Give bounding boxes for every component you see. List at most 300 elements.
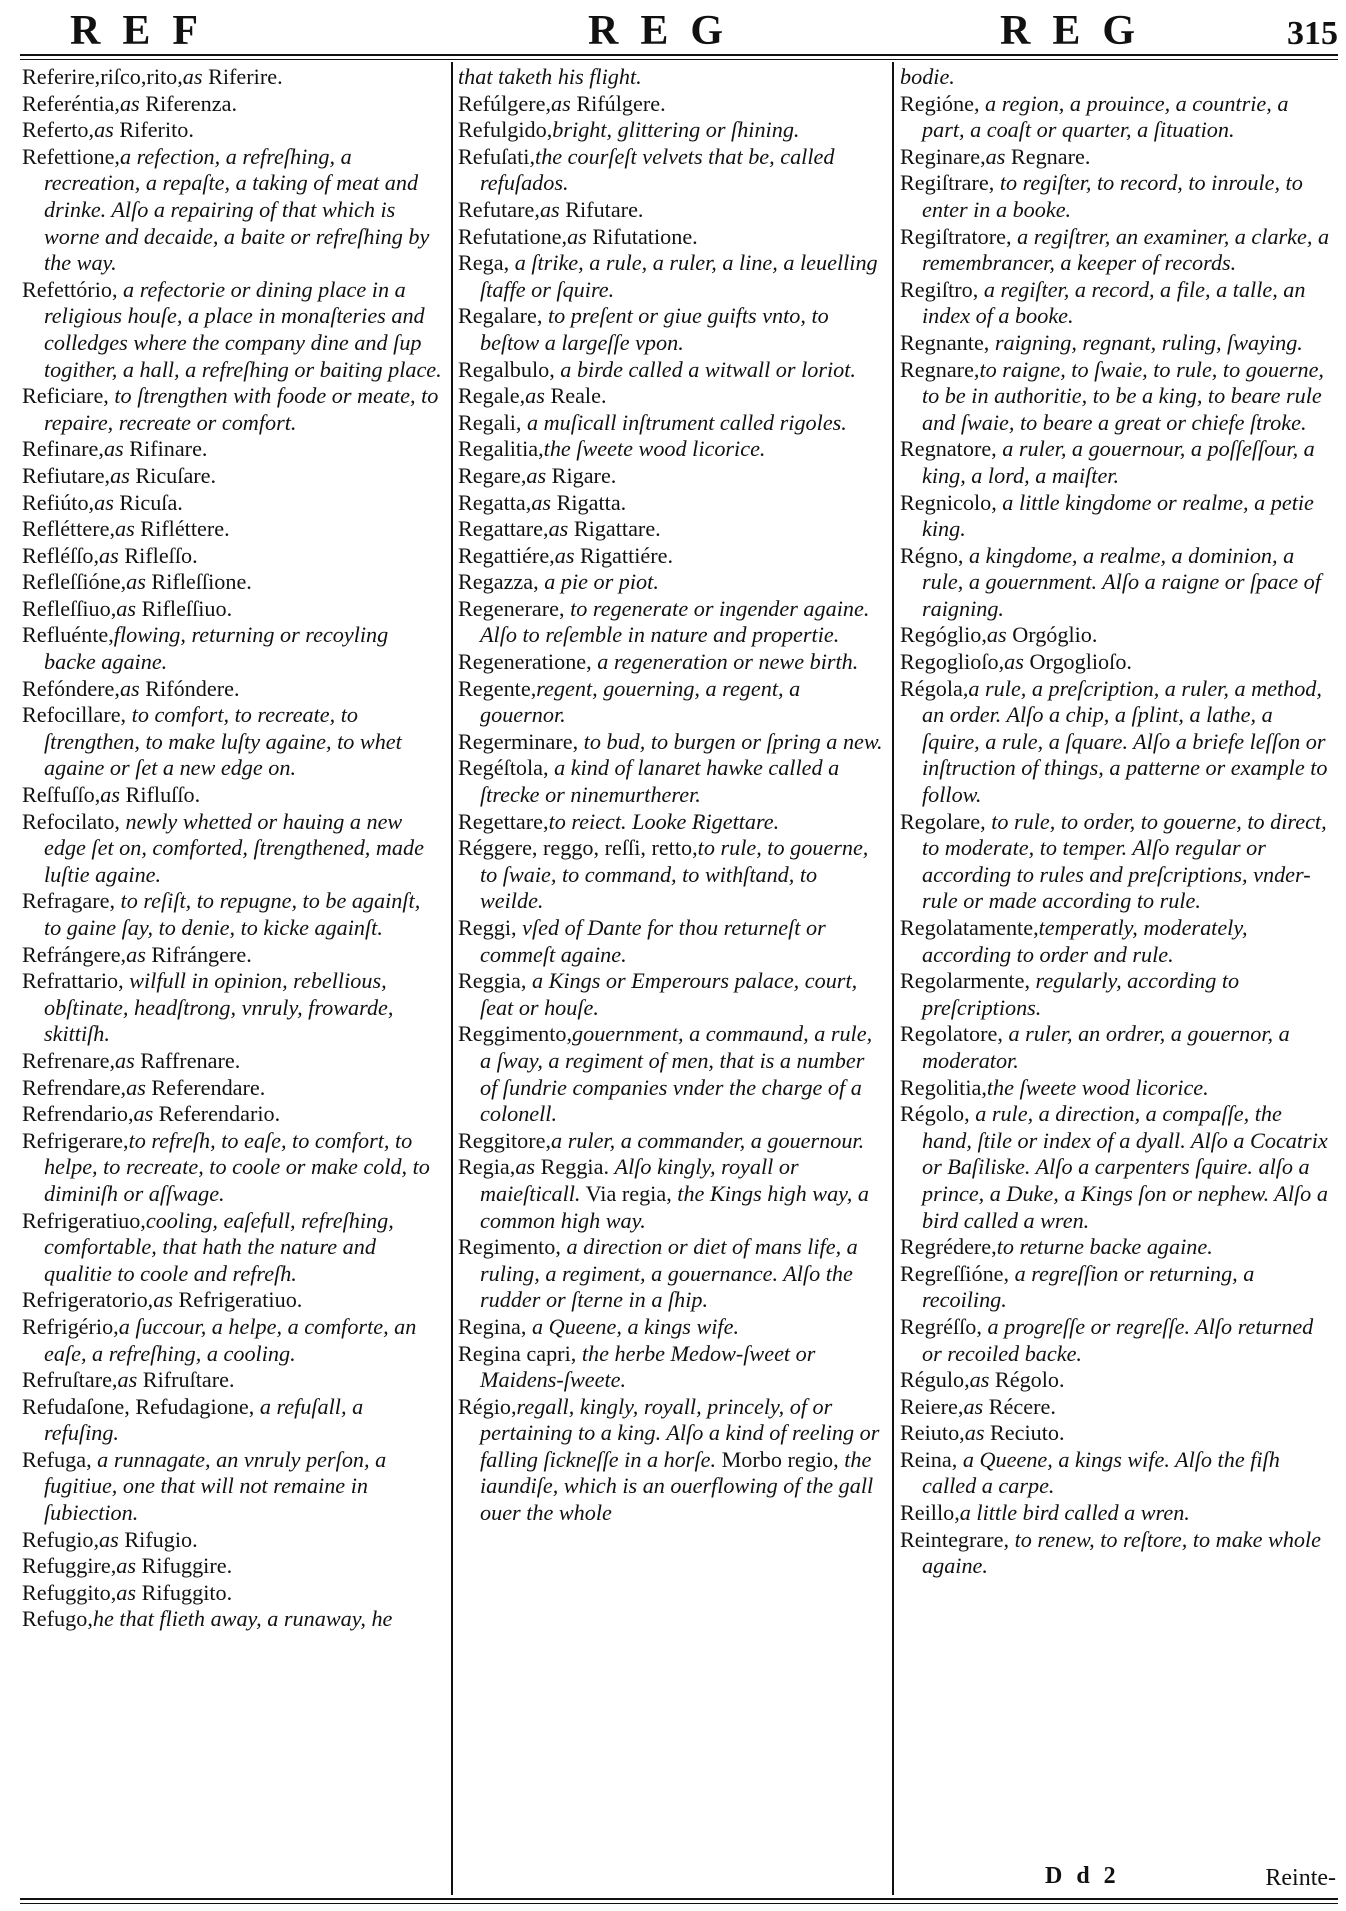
entry-headword: Regolatore, bbox=[900, 1021, 1003, 1047]
entry-definition: as bbox=[94, 489, 114, 515]
entry-headword: Refrenare, bbox=[22, 1047, 115, 1073]
dictionary-entry bbox=[22, 516, 442, 543]
entry-cross-reference: Raffrenare. bbox=[134, 1047, 241, 1073]
entry-headword: Regenerare, bbox=[458, 595, 565, 621]
entry-definition: the courſeſt velvets that be, called refuſados. bbox=[480, 143, 835, 196]
entry-headword: Reggitore, bbox=[458, 1127, 552, 1153]
entry-definition: to refreſh, to eaſe, to comfort, to helpe, to recreate, to coole or make cold, to diminiſh or aſſwage. bbox=[44, 1127, 430, 1206]
entry-definition: a ruler, a gouernour, a poſſeſſour, a king, a lord, a maiſter. bbox=[922, 436, 1315, 488]
dictionary-entry bbox=[458, 596, 884, 649]
dictionary-entry bbox=[900, 330, 1330, 357]
dictionary-entry bbox=[22, 1580, 442, 1607]
running-head-right: REG bbox=[1000, 8, 1158, 54]
entry-definition: as bbox=[548, 516, 569, 542]
entry-headword: Régulo, bbox=[900, 1367, 970, 1393]
entry-headword: Refléttere, bbox=[22, 516, 116, 542]
dictionary-entry bbox=[22, 702, 442, 782]
catchword: Reinte- bbox=[1265, 1865, 1336, 1891]
entry-definition: as bbox=[1004, 649, 1024, 675]
dictionary-entry bbox=[22, 277, 442, 383]
entry-headword: Reſfuſſo, bbox=[22, 782, 101, 808]
entry-headword: Regente, bbox=[458, 675, 537, 701]
dictionary-entry bbox=[900, 1075, 1330, 1102]
dictionary-entry bbox=[900, 1500, 1330, 1527]
entry-definition: a refection, a refreſhing, a recreation, a repaſte, a taking of meat and drinke. Alſo a repairing of that which is worne and decaide, a baite or refreſhing by the way. bbox=[44, 143, 430, 276]
entry-definition: a rule, a preſcription, a ruler, a method, an order. Alſo a chip, a ſplint, a lathe, a ſquire, a rule, a ſquare. Alſo a briefe leſſon or inſtruction of things, a patterne or example to follow. bbox=[922, 675, 1328, 808]
entry-cross-reference: Rigare. bbox=[546, 462, 617, 488]
entry-cross-reference: Rifleſſione. bbox=[145, 569, 252, 595]
entry-definition: a ſuccour, a helpe, a comforte, an eaſe, a refreſhing, a cooling. bbox=[44, 1313, 417, 1366]
entry-headword: Regóglio, bbox=[900, 622, 987, 648]
entry-cross-reference: Rifruſtare. bbox=[137, 1367, 235, 1393]
entry-definition: a direction or diet of mans life, a ruling, a regiment, a gouernance. Alſo the rudder or ſterne in a ſhip. bbox=[480, 1234, 858, 1313]
entry-headword: Refrigerare, bbox=[22, 1127, 129, 1153]
entry-definition: a kingdome, a realme, a dominion, a rule, a gouernment. Alſo a raigne or ſpace of raigning. bbox=[922, 542, 1321, 621]
column-3 bbox=[900, 64, 1330, 1856]
dictionary-entry bbox=[900, 1367, 1330, 1394]
entry-cross-reference: Orgóglio. bbox=[1006, 622, 1098, 648]
dictionary-entry bbox=[900, 649, 1330, 676]
entry-cross-reference: Récere. bbox=[983, 1393, 1056, 1419]
entry-headword: Refrángere, bbox=[22, 941, 127, 967]
entry-headword: Reginare, bbox=[900, 143, 986, 169]
column-2 bbox=[458, 64, 884, 1856]
dictionary-entry bbox=[22, 968, 442, 1048]
entry-definition: a birde called a witwall or loriot. bbox=[554, 356, 856, 382]
entry-definition: flowing, returning or recoyling backe againe. bbox=[44, 622, 389, 675]
dictionary-entry bbox=[900, 490, 1330, 543]
entry-headword: Reggi, bbox=[458, 915, 517, 940]
dictionary-entry bbox=[458, 543, 884, 570]
entry-definition: as bbox=[115, 516, 135, 542]
entry-definition: as bbox=[126, 941, 146, 967]
entry-headword: Reiuto, bbox=[900, 1420, 965, 1446]
page-number: 315 bbox=[1287, 15, 1338, 52]
entry-definition: the herbe Medow-ſweet or Maidens-ſweete. bbox=[480, 1340, 816, 1393]
entry-definition: a regiſtrer, an examiner, a clarke, a remembrancer, a keeper of records. bbox=[922, 223, 1330, 276]
entry-headword: Regare, bbox=[458, 462, 527, 488]
entry-definition: as bbox=[100, 782, 120, 808]
entry-cross-reference: Rigattare. bbox=[568, 516, 661, 542]
dictionary-entry bbox=[22, 1128, 442, 1208]
entry-headword: Regali, bbox=[458, 409, 522, 435]
entry-headword: Rega, bbox=[458, 250, 510, 276]
entry-definition: temperatly, moderately, according to order and rule. bbox=[922, 915, 1248, 967]
entry-headword: Regalbulo, bbox=[458, 356, 555, 382]
entry-definition: raigning, regnant, ruling, ſwaying. bbox=[989, 329, 1303, 355]
dictionary-entry bbox=[22, 596, 442, 623]
dictionary-entry bbox=[900, 1101, 1330, 1234]
entry-cross-reference: Rifugio. bbox=[118, 1526, 198, 1552]
entry-definition: as bbox=[116, 595, 137, 621]
entry-headword: Regiſtro, bbox=[900, 276, 979, 302]
entry-definition: vſed of Dante for thou returneſt or commeſt againe. bbox=[480, 915, 826, 967]
dictionary-entry bbox=[22, 1527, 442, 1554]
entry-headword: Regerminare, bbox=[458, 728, 579, 754]
dictionary-entry bbox=[22, 64, 442, 91]
dictionary-entry bbox=[458, 64, 884, 91]
entry-definition: that taketh his flight. bbox=[458, 64, 642, 89]
entry-definition: a ſtrike, a rule, a ruler, a line, a leuelling ſtaffe or ſquire. bbox=[480, 250, 878, 302]
entry-definition: as bbox=[525, 383, 545, 409]
dictionary-entry bbox=[458, 463, 884, 490]
entry-definition: a progreſſe or regreſſe. Alſo returned or recoiled backe. bbox=[922, 1313, 1314, 1366]
entry-definition: as bbox=[985, 143, 1006, 169]
entry-cross-reference: Rifleſſo. bbox=[118, 542, 198, 568]
dictionary-entry bbox=[22, 1447, 442, 1527]
entry-cross-reference: Refrigeratiuo. bbox=[172, 1287, 303, 1313]
entry-headword: Regattiére, bbox=[458, 542, 555, 568]
dictionary-entry bbox=[22, 543, 442, 570]
dictionary-entry bbox=[458, 436, 884, 463]
entry-definition: regent, gouerning, a regent, a gouernor. bbox=[480, 675, 801, 728]
dictionary-entry bbox=[458, 1154, 884, 1234]
entry-definition: as bbox=[515, 1154, 536, 1180]
entry-headword: Regolare, bbox=[900, 808, 986, 834]
dictionary-entry bbox=[458, 729, 884, 756]
entry-headword: Regolarmente, bbox=[900, 968, 1030, 994]
entry-definition: as bbox=[986, 622, 1007, 648]
dictionary-entry bbox=[22, 782, 442, 809]
entry-headword: Regolitia, bbox=[900, 1074, 987, 1100]
entry-cross-reference: Rifuggito. bbox=[136, 1579, 233, 1605]
entry-headword: Refuggire, bbox=[22, 1553, 117, 1579]
dictionary-entry bbox=[458, 516, 884, 543]
entry-definition: to regiſter, to record, to inroule, to enter in a booke. bbox=[922, 170, 1303, 222]
entry-definition: he that flieth away, a runaway, he bbox=[92, 1606, 393, 1632]
entry-cross-reference: Referendare. bbox=[145, 1074, 266, 1100]
entry-headword: Régio, bbox=[458, 1393, 517, 1419]
entry-headword: Referto, bbox=[22, 117, 95, 143]
dictionary-entry bbox=[458, 1341, 884, 1394]
entry-cross-reference: Rifúlgere. bbox=[570, 90, 666, 116]
entry-definition: to reiect. Looke Rigettare. bbox=[548, 808, 780, 834]
dictionary-entry bbox=[900, 224, 1330, 277]
entry-definition: bright, glittering or ſhining. bbox=[552, 117, 800, 143]
entry-definition: gouernment, a commaund, a rule, a ſway, a regiment of men, that is a number of ſundrie companies vnder the charge of a colonell. bbox=[480, 1021, 873, 1127]
entry-headword: Regatta, bbox=[458, 489, 532, 515]
entry-headword: Refugio, bbox=[22, 1526, 100, 1552]
entry-headword: Régolo, bbox=[900, 1101, 970, 1127]
entry-definition: bodie. bbox=[900, 64, 955, 89]
dictionary-entry bbox=[458, 755, 884, 808]
entry-definition: to renew, to reſtore, to make whole againe. bbox=[922, 1526, 1322, 1579]
dictionary-entry bbox=[900, 968, 1330, 1021]
dictionary-entry bbox=[900, 915, 1330, 968]
entry-definition: as bbox=[99, 1526, 119, 1552]
entry-definition: as bbox=[116, 1579, 137, 1605]
entry-headword: Refudaſone, Refudagione, bbox=[22, 1393, 255, 1419]
entry-definition: to rule, to order, to gouerne, to direct, to moderate, to temper. Alſo regular or according to rules and preſcriptions, vnder-rule or made according to rule. bbox=[922, 808, 1327, 914]
signature-mark: D d 2 bbox=[1045, 1863, 1120, 1889]
entry-definition: the ſweete wood licorice. bbox=[986, 1074, 1209, 1100]
entry-headword: Refrigeratorio, bbox=[22, 1287, 154, 1313]
dictionary-entry bbox=[22, 1553, 442, 1580]
entry-headword: Regnare, bbox=[900, 356, 980, 382]
entry-headword: Regia, bbox=[458, 1154, 516, 1180]
entry-headword: Referéntia, bbox=[22, 90, 120, 116]
header-rule bbox=[20, 54, 1338, 56]
entry-headword: Refuga, bbox=[22, 1446, 92, 1472]
entry-headword: Regréſſo, bbox=[900, 1313, 982, 1339]
entry-definition: a muſicall inſtrument called rigoles. bbox=[521, 409, 847, 435]
entry-headword: Regalare, bbox=[458, 303, 543, 329]
entry-definition: as bbox=[126, 569, 146, 595]
entry-cross-reference: Régolo. bbox=[989, 1367, 1065, 1393]
entry-headword: Refluénte, bbox=[22, 622, 114, 648]
dictionary-entry bbox=[22, 569, 442, 596]
entry-definition: the Kings high way, a common high way. bbox=[480, 1180, 869, 1233]
entry-headword: Regattare, bbox=[458, 516, 549, 542]
entry-cross-reference: Rifóndere. bbox=[139, 675, 240, 701]
dictionary-entry bbox=[22, 676, 442, 703]
entry-cross-reference: Via regia, bbox=[580, 1180, 678, 1206]
entry-headword: Refóndere, bbox=[22, 675, 120, 701]
entry-headword: Refragare, bbox=[22, 888, 115, 914]
dictionary-entry bbox=[458, 835, 884, 915]
entry-cross-reference: Rifuggire. bbox=[136, 1553, 233, 1579]
entry-definition: as bbox=[531, 489, 552, 515]
entry-definition: as bbox=[969, 1367, 990, 1393]
entry-headword: Regina, bbox=[458, 1313, 527, 1339]
entry-definition: a refuſall, a refuſing. bbox=[44, 1393, 364, 1446]
entry-definition: to reſiſt, to repugne, to be againſt, to gaine ſay, to denie, to kicke againſt. bbox=[44, 888, 421, 940]
entry-cross-reference: Rifinare. bbox=[123, 436, 208, 462]
entry-definition: a little bird called a wren. bbox=[959, 1500, 1190, 1526]
entry-cross-reference: Referendario. bbox=[153, 1101, 281, 1127]
entry-headword: Referire,riſco,rito, bbox=[22, 64, 183, 89]
entry-headword: Refocillare, bbox=[22, 702, 127, 728]
entry-definition: to comfort, to recreate, to ſtrengthen, to make luſty againe, to whet againe or ſet a new edge on. bbox=[44, 702, 402, 781]
entry-headword: Reficiare, bbox=[22, 383, 109, 409]
entry-headword: Regolatamente, bbox=[900, 915, 1039, 940]
dictionary-entry bbox=[22, 1367, 442, 1394]
entry-definition: a ruler, a commander, a gouernour. bbox=[551, 1127, 865, 1153]
dictionary-entry bbox=[22, 1075, 442, 1102]
entry-headword: Regnicolo, bbox=[900, 489, 997, 515]
entry-definition: a runnagate, an vnruly perſon, a fugitiue, one that will not remaine in ſubiection. bbox=[44, 1446, 387, 1526]
entry-headword: Reillo, bbox=[900, 1500, 960, 1526]
entry-headword: Refocilato, bbox=[22, 808, 120, 834]
entry-headword: Refugo, bbox=[22, 1606, 93, 1632]
entry-headword: Reina, bbox=[900, 1446, 958, 1472]
dictionary-entry bbox=[22, 1287, 442, 1314]
entry-headword: Regióne, bbox=[900, 90, 980, 116]
dictionary-entry bbox=[458, 144, 884, 197]
entry-definition: cooling, eaſefull, refreſhing, comfortable, that hath the nature and qualitie to coole and refreſh. bbox=[44, 1207, 394, 1286]
entry-headword: Reintegrare, bbox=[900, 1526, 1010, 1552]
entry-cross-reference: Rifutatione. bbox=[586, 223, 698, 249]
entry-definition: as bbox=[110, 462, 130, 488]
dictionary-entry bbox=[22, 622, 442, 675]
entry-headword: Refrigério, bbox=[22, 1313, 119, 1339]
dictionary-entry bbox=[458, 915, 884, 968]
entry-headword: Regnatore, bbox=[900, 436, 997, 462]
entry-definition: as bbox=[126, 1074, 146, 1100]
entry-headword: Regina capri, bbox=[458, 1340, 577, 1366]
dictionary-entry bbox=[458, 357, 884, 384]
entry-headword: Refrendario, bbox=[22, 1101, 134, 1127]
entry-definition: a region, a prouince, a countrie, a part, a coaſt or quarter, a ſituation. bbox=[922, 90, 1289, 143]
entry-headword: Regreſſióne, bbox=[900, 1260, 1010, 1286]
dictionary-entry bbox=[458, 410, 884, 437]
dictionary-entry bbox=[458, 1314, 884, 1341]
dictionary-entry bbox=[900, 809, 1330, 915]
entry-definition: as bbox=[117, 1367, 138, 1393]
entry-cross-reference: Reggia. bbox=[535, 1154, 615, 1180]
dictionary-entry bbox=[900, 1447, 1330, 1500]
dictionary-entry bbox=[900, 622, 1330, 649]
entry-definition: regularly, according to preſcriptions. bbox=[922, 968, 1240, 1020]
entry-cross-reference: Rigatta. bbox=[551, 489, 627, 515]
entry-definition: to returne backe againe. bbox=[996, 1234, 1213, 1260]
dictionary-entry bbox=[458, 1394, 884, 1527]
dictionary-entry bbox=[458, 490, 884, 517]
entry-definition: as bbox=[94, 117, 114, 143]
entry-headword: Refruſtare, bbox=[22, 1367, 118, 1393]
dictionary-entry bbox=[900, 676, 1330, 809]
entry-headword: Regiſtrare, bbox=[900, 170, 995, 196]
dictionary-entry bbox=[900, 1021, 1330, 1074]
dictionary-entry bbox=[458, 1234, 884, 1314]
running-head-center: REG bbox=[588, 8, 746, 54]
entry-headword: Regazza, bbox=[458, 569, 539, 595]
entry-headword: Regrédere, bbox=[900, 1234, 997, 1260]
header-rule-thin bbox=[20, 59, 1338, 60]
entry-headword: Refutatione, bbox=[458, 223, 568, 249]
entry-headword: Regéſtola, bbox=[458, 755, 549, 781]
entry-cross-reference: Reciuto. bbox=[984, 1420, 1065, 1446]
dictionary-entry bbox=[458, 1021, 884, 1127]
entry-cross-reference: Orgoglioſo. bbox=[1023, 649, 1132, 675]
dictionary-entry bbox=[900, 357, 1330, 437]
entry-definition: a Queene, a kings wife. Alſo the fiſh called a carpe. bbox=[922, 1446, 1280, 1499]
entry-headword: Refuggito, bbox=[22, 1579, 117, 1605]
entry-definition: the iaundiſe, which is an ouerflowing of the gall ouer the whole bbox=[480, 1446, 874, 1526]
dictionary-entry bbox=[458, 117, 884, 144]
entry-definition: a regeneration or newe birth. bbox=[591, 649, 859, 675]
dictionary-entry bbox=[22, 809, 442, 889]
entry-headword: Regoglioſo, bbox=[900, 649, 1005, 675]
entry-headword: Regiſtratore, bbox=[900, 223, 1012, 249]
entry-definition: a regiſter, a record, a file, a talle, an index of a booke. bbox=[922, 276, 1306, 329]
entry-definition: wilfull in opinion, rebellious, obſtinate, headſtrong, vnruly, frowarde, skittiſh. bbox=[44, 968, 394, 1047]
entry-definition: as bbox=[133, 1101, 154, 1127]
entry-headword: Regeneratione, bbox=[458, 649, 592, 675]
dictionary-entry bbox=[458, 250, 884, 303]
entry-definition: as bbox=[116, 1553, 136, 1579]
entry-cross-reference: Rifluſſo. bbox=[120, 782, 201, 808]
entry-definition: as bbox=[119, 90, 140, 116]
dictionary-entry bbox=[900, 91, 1330, 144]
entry-definition: as bbox=[539, 196, 560, 222]
entry-headword: Refléſſo, bbox=[22, 542, 100, 568]
entry-definition: as bbox=[963, 1393, 984, 1419]
entry-headword: Refrendare, bbox=[22, 1074, 127, 1100]
entry-definition: as bbox=[182, 64, 203, 89]
entry-headword: Régno, bbox=[900, 542, 964, 568]
dictionary-entry bbox=[22, 1314, 442, 1367]
entry-definition: as bbox=[554, 542, 575, 568]
dictionary-entry bbox=[22, 117, 442, 144]
entry-definition: a Queene, a kings wife. bbox=[526, 1313, 739, 1339]
dictionary-entry bbox=[22, 942, 442, 969]
dictionary-entry bbox=[458, 383, 884, 410]
entry-headword: Refulgido, bbox=[458, 117, 553, 143]
entry-headword: Refiutare, bbox=[22, 462, 111, 488]
dictionary-entry bbox=[22, 1048, 442, 1075]
entry-definition: to rule, to gouerne, to ſwaie, to command, to withſtand, to weilde. bbox=[480, 835, 869, 914]
dictionary-entry bbox=[900, 436, 1330, 489]
entry-headword: Regnante, bbox=[900, 329, 990, 355]
dictionary-entry bbox=[900, 1314, 1330, 1367]
entry-cross-reference: Ricuſa. bbox=[113, 489, 183, 515]
entry-headword: Refleſſióne, bbox=[22, 569, 127, 595]
entry-cross-reference: Rifleſſiuo. bbox=[136, 595, 233, 621]
entry-definition: to raigne, to ſwaie, to rule, to gouerne, to be in authoritie, to be a king, to beare rule and ſwaie, to beare a great or chiefe ſtroke. bbox=[922, 356, 1324, 435]
dictionary-entry bbox=[22, 91, 442, 118]
dictionary-entry bbox=[458, 676, 884, 729]
entry-headword: Refúlgere, bbox=[458, 90, 552, 116]
dictionary-entry bbox=[458, 569, 884, 596]
entry-definition: a Kings or Emperours palace, court, ſeat or houſe. bbox=[480, 968, 858, 1020]
entry-definition: a refectorie or dining place in a religious houſe, a place in monaſteries and colledges where the company dine and ſup togither, a hall, a refreſhing or baiting place. bbox=[44, 276, 442, 382]
entry-definition: a regreſſion or returning, a recoiling. bbox=[922, 1260, 1255, 1313]
dictionary-entry bbox=[22, 888, 442, 941]
entry-headword: Refettório, bbox=[22, 276, 118, 302]
entry-definition: as bbox=[99, 542, 119, 568]
dictionary-entry bbox=[900, 277, 1330, 330]
entry-headword: Regalitia, bbox=[458, 436, 544, 462]
entry-headword: Régola, bbox=[900, 675, 969, 701]
entry-cross-reference: Regnare. bbox=[1005, 143, 1091, 169]
dictionary-entry bbox=[900, 1394, 1330, 1421]
entry-cross-reference: Riferenza. bbox=[139, 90, 237, 116]
entry-cross-reference: Rigattiére. bbox=[574, 542, 674, 568]
dictionary-entry bbox=[458, 1128, 884, 1155]
dictionary-entry bbox=[900, 1527, 1330, 1580]
entry-cross-reference: Rifutare. bbox=[559, 196, 644, 222]
entry-headword: Refuſati, bbox=[458, 143, 536, 169]
entry-definition: as bbox=[119, 675, 140, 701]
dictionary-entry bbox=[22, 490, 442, 517]
entry-cross-reference: Morbo regio, bbox=[716, 1446, 845, 1472]
entry-headword: Refettione, bbox=[22, 143, 120, 169]
entry-definition: a kind of lanaret hawke called a ſtrecke or ninemurtherer. bbox=[480, 755, 840, 808]
entry-definition: a rule, a direction, a compaſſe, the hand, ſtile or index of a dyall. Alſo a Cocatrix or Baſiliske. Alſo a carpenters ſquire. alſo a prince, a Duke, a Kings ſon or nephew. Alſo a bird called a wren. bbox=[922, 1101, 1328, 1233]
entry-headword: Refrattario, bbox=[22, 968, 124, 994]
entry-definition: to ſtrengthen with foode or meate, to repaire, recreate or comfort. bbox=[44, 383, 439, 435]
dictionary-entry bbox=[458, 968, 884, 1021]
entry-cross-reference: Riferito. bbox=[113, 117, 194, 143]
dictionary-entry bbox=[22, 463, 442, 490]
entry-definition: a pie or piot. bbox=[538, 569, 659, 595]
entry-headword: Reggia, bbox=[458, 968, 527, 994]
entry-definition: newly whetted or hauing a new edge ſet on, comforted, ſtrengthened, made luſtie againe. bbox=[44, 808, 424, 887]
dictionary-entry bbox=[900, 144, 1330, 171]
entry-definition: as bbox=[551, 90, 571, 116]
entry-cross-reference: Rifléttere. bbox=[134, 516, 230, 542]
dictionary-entry bbox=[22, 1606, 442, 1633]
dictionary-entry bbox=[900, 1261, 1330, 1314]
dictionary-entry bbox=[458, 91, 884, 118]
entry-definition: as bbox=[153, 1287, 173, 1313]
entry-definition: to preſent or giue guifts vnto, to beſtow a largeſſe vpon. bbox=[480, 303, 829, 355]
entry-cross-reference: Riferire. bbox=[202, 64, 283, 89]
entry-definition: as bbox=[964, 1420, 985, 1446]
entry-cross-reference: Reale. bbox=[544, 383, 607, 409]
dictionary-entry bbox=[22, 1101, 442, 1128]
